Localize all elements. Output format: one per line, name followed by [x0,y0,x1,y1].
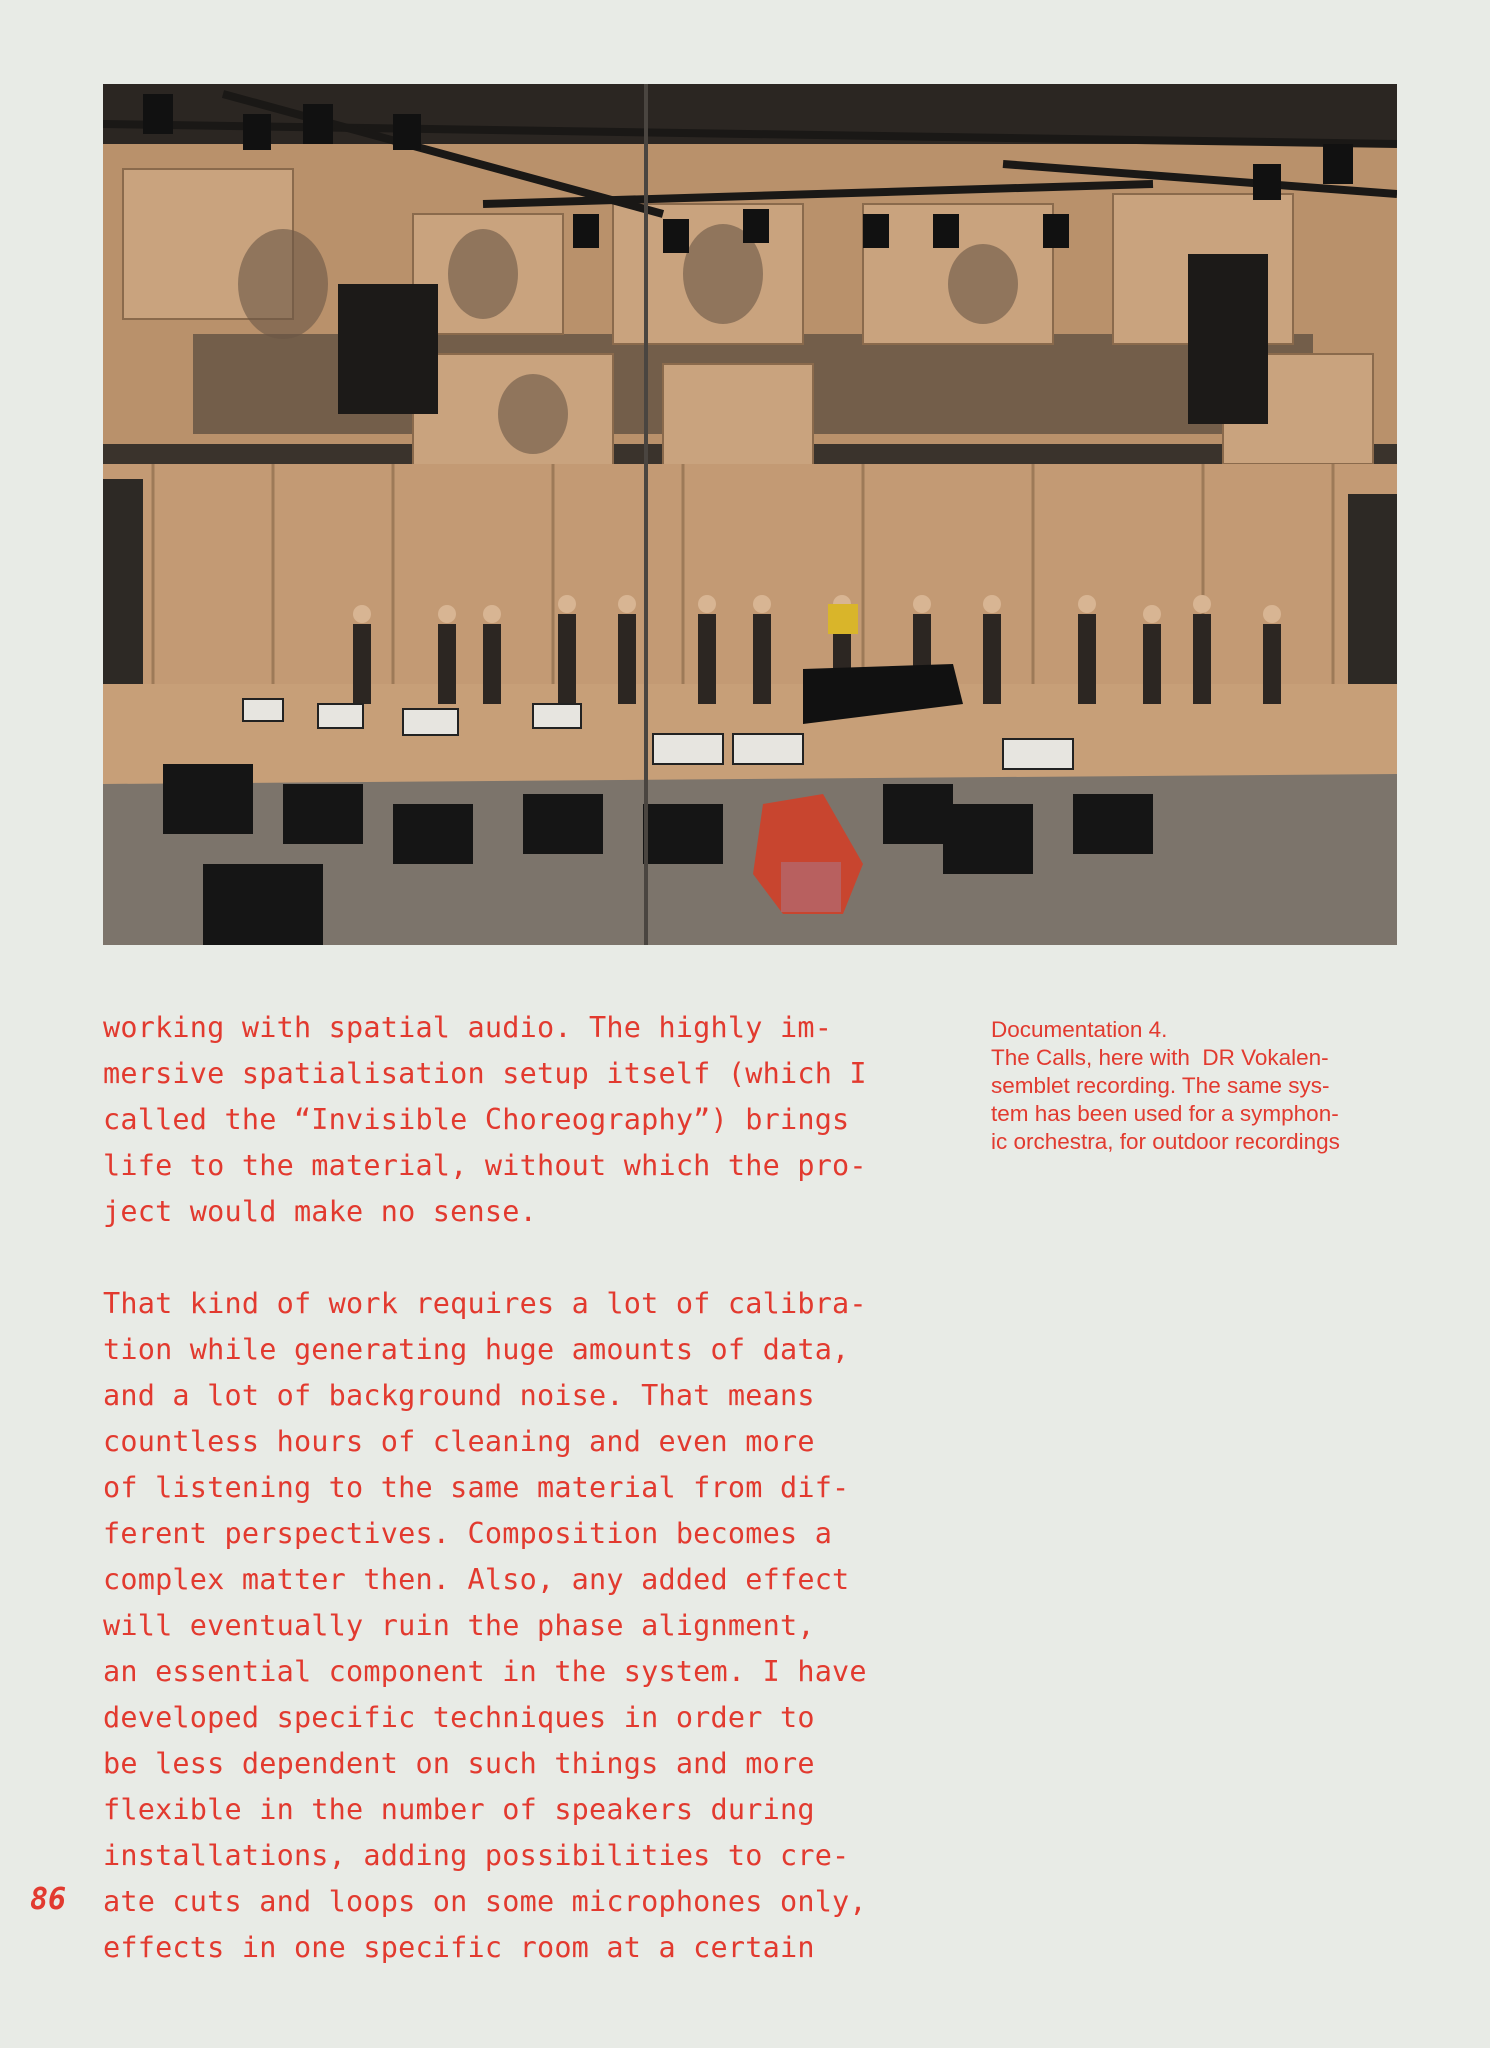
photo-caption [991,1016,1411,1156]
caption-line: The Calls, here with DR Vokalen- [991,1045,1329,1070]
caption-line: ic orchestra, for outdoor recordings [991,1129,1340,1154]
text-line: of listening to the same material from dif- [103,1471,850,1504]
text-line: be less dependent on such things and more [103,1747,815,1780]
text-line: developed specific techniques in order to [103,1701,815,1734]
text-line: life to the material, without which the pro- [103,1149,867,1182]
text-line: will eventually ruin the phase alignment, [103,1609,815,1642]
caption-title: Documentation 4. [991,1017,1168,1042]
page-number: 86 [30,1882,67,1917]
text-line: working with spatial audio. The highly im- [103,1011,833,1044]
text-line: complex matter then. Also, any added effect [103,1563,850,1596]
body-text [103,1005,963,2017]
text-line: ate cuts and loops on some microphones only, [103,1885,867,1918]
concert-hall-photo [103,84,1397,945]
text-line: installations, adding possibilities to cre- [103,1839,850,1872]
rehearsal-photo-illustration [103,84,1397,945]
text-line: called the “Invisible Choreography”) brings [103,1103,850,1136]
text-line: effects in one specific room at a certain [103,1931,815,1964]
caption-line: semblet recording. The same sys- [991,1073,1330,1098]
caption-line: tem has been used for a symphon- [991,1101,1339,1126]
text-line: mersive spatialisation setup itself (which I [103,1057,867,1090]
paragraph-1 [103,1005,963,1235]
paragraph-2 [103,1281,963,1971]
text-line: and a lot of background noise. That means [103,1379,815,1412]
text-line: ject would make no sense. [103,1195,537,1228]
text-line: an essential component in the system. I have [103,1655,867,1688]
text-line: That kind of work requires a lot of calibra- [103,1287,867,1320]
text-line: tion while generating huge amounts of data, [103,1333,850,1366]
text-line: countless hours of cleaning and even more [103,1425,815,1458]
text-line: ferent perspectives. Composition becomes a [103,1517,833,1550]
text-line: flexible in the number of speakers during [103,1793,815,1826]
